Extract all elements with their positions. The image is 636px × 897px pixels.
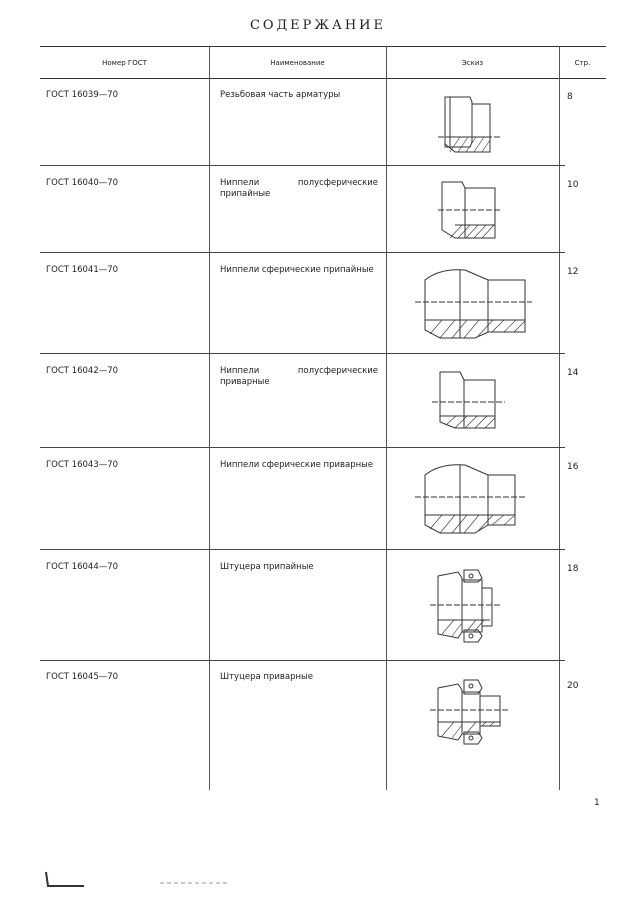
item-name: Штуцера приварные bbox=[220, 672, 313, 682]
header-bottom-rule bbox=[40, 78, 606, 79]
scan-mark bbox=[44, 870, 104, 890]
gost-number: ГОСТ 16040—70 bbox=[46, 178, 119, 188]
gost-number: ГОСТ 16039—70 bbox=[46, 90, 119, 100]
item-name: Резьбовая часть арматуры bbox=[220, 90, 341, 100]
item-name: Ниппели полусферические припайные bbox=[220, 178, 378, 199]
column-divider bbox=[559, 46, 560, 790]
item-name: Ниппели полусферические приварные bbox=[220, 366, 378, 387]
header-page: Стр. bbox=[574, 59, 591, 67]
page-ref: 14 bbox=[567, 368, 579, 378]
table-top-rule bbox=[40, 46, 606, 47]
item-name: Ниппели сферические припайные bbox=[220, 265, 374, 275]
page-ref: 12 bbox=[567, 267, 579, 277]
page-number: 1 bbox=[594, 798, 600, 808]
row-separator bbox=[40, 447, 565, 448]
gost-number: ГОСТ 16042—70 bbox=[46, 366, 119, 376]
row-separator bbox=[40, 353, 565, 354]
page-ref: 8 bbox=[567, 92, 573, 102]
sketch-spherical-brazed-nipple bbox=[400, 260, 550, 345]
gost-number: ГОСТ 16044—70 bbox=[46, 562, 119, 572]
page-title: СОДЕРЖАНИЕ bbox=[249, 18, 387, 33]
sketch-brazed-fitting bbox=[400, 560, 550, 645]
gost-number: ГОСТ 16045—70 bbox=[46, 672, 119, 682]
row-separator bbox=[40, 660, 565, 661]
column-divider bbox=[209, 46, 210, 790]
gost-number: ГОСТ 16043—70 bbox=[46, 460, 119, 470]
scan-mark bbox=[160, 875, 240, 887]
gost-number: ГОСТ 16041—70 bbox=[46, 265, 119, 275]
header-name: Наименование bbox=[270, 59, 325, 67]
sketch-spherical-welded-nipple bbox=[400, 455, 550, 540]
column-divider bbox=[386, 46, 387, 790]
sketch-threaded-part bbox=[400, 82, 550, 167]
page-ref: 20 bbox=[567, 681, 579, 691]
page-ref: 10 bbox=[567, 180, 579, 190]
page-ref: 18 bbox=[567, 564, 579, 574]
sketch-welded-fitting bbox=[400, 672, 550, 757]
sketch-hemispherical-welded-nipple bbox=[400, 362, 550, 447]
header-gost: Номер ГОСТ bbox=[102, 59, 147, 67]
row-separator bbox=[40, 549, 565, 550]
item-name: Ниппели сферические приварные bbox=[220, 460, 374, 470]
page-ref: 16 bbox=[567, 462, 579, 472]
item-name: Штуцера припайные bbox=[220, 562, 314, 572]
sketch-hemispherical-brazed-nipple bbox=[400, 170, 550, 255]
header-sketch: Эскиз bbox=[461, 59, 484, 67]
